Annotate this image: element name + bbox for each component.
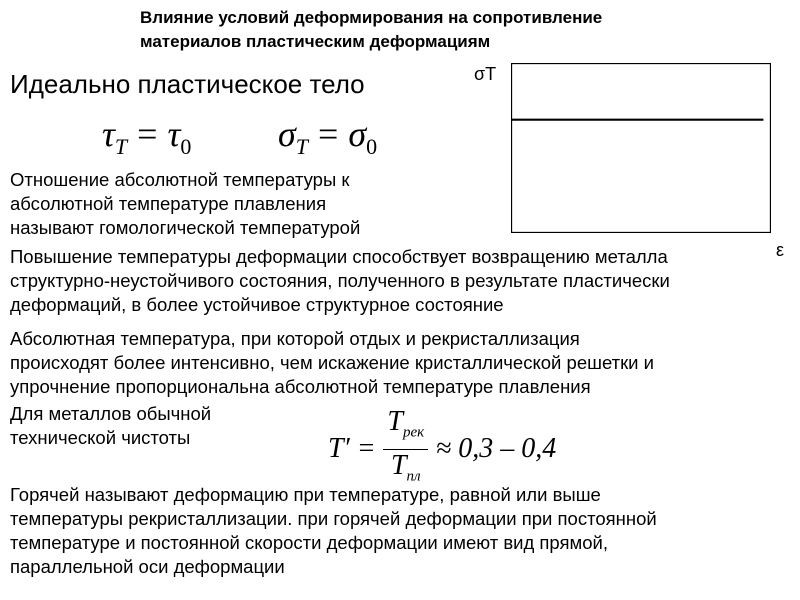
tau-rhs-sub: 0 xyxy=(180,134,192,160)
chart-y-axis-label xyxy=(474,64,496,85)
text-line: Абсолютная температура, при которой отдых и рекристаллизация xyxy=(10,328,580,349)
hot-deformation-paragraph xyxy=(10,483,657,579)
section-heading: Идеально пластическое тело xyxy=(10,69,365,99)
text-line: абсолютной температуре плавления xyxy=(10,193,327,214)
text-line: называют гомологической температурой xyxy=(10,217,361,238)
slide-title xyxy=(140,6,602,54)
ratio-fraction xyxy=(383,406,428,492)
sigma-lhs-sub: T xyxy=(295,134,309,160)
metals-purity-paragraph xyxy=(10,402,211,450)
sigma-equals: = xyxy=(318,114,339,154)
temperature-increase-paragraph xyxy=(10,245,670,317)
chart-frame xyxy=(512,64,771,233)
stress-strain-chart xyxy=(511,63,771,233)
text-line: Повышение температуры деформации способствует возвращению металла xyxy=(10,246,668,267)
ratio-lhs: T′ = xyxy=(328,433,376,465)
formula-tau xyxy=(102,114,191,167)
tau-equals: = xyxy=(137,114,158,154)
y-axis-label-text: σT xyxy=(474,64,497,84)
absolute-temperature-paragraph xyxy=(10,327,654,399)
numerator-subscript: рек xyxy=(402,424,425,441)
sigma-rhs: σ xyxy=(348,114,367,154)
sigma-lhs: σ xyxy=(278,114,296,154)
tau-lhs-sub: T xyxy=(114,134,128,160)
text-line: структурно-неустойчивого состояния, полученного в результате пластически xyxy=(10,270,670,291)
chart-x-axis-label: ε xyxy=(776,240,785,260)
text-line: происходят более интенсивно, чем искажение кристаллической решетки и xyxy=(10,352,654,373)
formula-sigma xyxy=(278,114,377,167)
ratio-numerator xyxy=(383,406,428,450)
text-line: Горячей называют деформацию при температуре, равной или выше xyxy=(10,484,601,505)
text-line: температуре и постоянной скорости деформации имеют вид прямой, xyxy=(10,532,609,553)
text-line: технической чистоты xyxy=(10,427,191,448)
slide-title-line-2: материалов пластическим деформациям xyxy=(140,32,491,51)
denominator-subscript: пл xyxy=(406,468,421,485)
slide-title-line-1: Влияние условий деформирования на сопротивление xyxy=(140,8,603,27)
text-line: Для металлов обычной xyxy=(10,403,212,424)
text-line: температуры рекристаллизации. при горячей деформации при постоянной xyxy=(10,508,657,529)
tau-lhs: τ xyxy=(102,114,115,154)
text-line: параллельной оси деформации xyxy=(10,556,285,577)
homologous-paragraph xyxy=(10,168,360,240)
numerator-symbol: T xyxy=(387,406,403,437)
sigma-rhs-sub: 0 xyxy=(366,134,378,160)
text-line: деформаций, в более устойчивое структурное состояние xyxy=(10,294,504,315)
ratio-rhs: ≈ 0,3 – 0,4 xyxy=(435,433,557,465)
text-line: Отношение абсолютной температуры к xyxy=(10,169,350,190)
denominator-symbol: T xyxy=(390,449,407,481)
text-line: упрочнение пропорциональна абсолютной температуре плавления xyxy=(10,376,591,397)
formula-homologous-ratio xyxy=(328,406,556,492)
tau-rhs: τ xyxy=(167,114,181,154)
